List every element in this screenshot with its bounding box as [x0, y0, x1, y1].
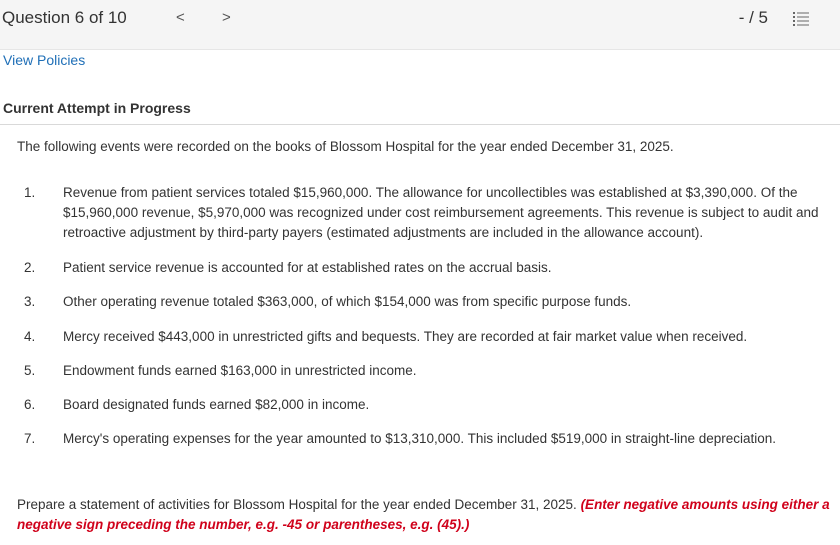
view-policies-link[interactable]: View Policies [3, 52, 86, 68]
event-text: Patient service revenue is accounted for at established rates on the accrual basis. [63, 260, 552, 275]
list-icon[interactable] [793, 11, 809, 28]
question-instruction [17, 495, 837, 535]
event-text: Endowment funds earned $163,000 in unrestricted income. [63, 363, 417, 378]
event-text: Mercy's operating expenses for the year amounted to $13,310,000. This included $519,000 in straight-line depreciation. [63, 431, 777, 446]
instruction-text: Prepare a statement of activities for Blossom Hospital for the year ended December 31, 2025. [17, 497, 577, 512]
event-number: 4. [24, 329, 36, 344]
question-header [0, 0, 840, 50]
event-text: Other operating revenue totaled $363,000, of which $154,000 was from specific purpose funds. [63, 294, 632, 309]
event-text: Mercy received $443,000 in unrestricted gifts and bequests. They are recorded at fair market value when received. [63, 329, 748, 344]
event-number: 1. [24, 185, 36, 200]
question-panel [0, 124, 840, 545]
event-text: Board designated funds earned $82,000 in income. [63, 397, 370, 412]
event-number: 3. [24, 294, 36, 309]
event-number: 7. [24, 431, 36, 446]
event-number: 5. [24, 363, 36, 378]
next-question-button[interactable]: > [222, 9, 231, 26]
attempt-status: Current Attempt in Progress [3, 100, 191, 116]
question-title: Question 6 of 10 [2, 8, 127, 27]
question-intro: The following events were recorded on the books of Blossom Hospital for the year ended December 31, 2025. [17, 139, 674, 154]
event-text: Revenue from patient services totaled $15,960,000. The allowance for uncollectibles was established at $3,390,000. Of the $15,960,000 revenue, $5,970,000 was recognized under cost reimbursement agreements. This revenue is subject to audit and retroactive adjustment by third-party payers (estimated adjustments are included in the allowance account). [63, 185, 819, 240]
event-number: 2. [24, 260, 36, 275]
question-score: - / 5 [738, 8, 768, 27]
event-number: 6. [24, 397, 36, 412]
previous-question-button[interactable]: < [176, 9, 185, 26]
instruction-hint: (Enter negative amounts using either a negative sign preceding the number, e.g. -45 or parentheses, e.g. (45).) [17, 497, 830, 532]
